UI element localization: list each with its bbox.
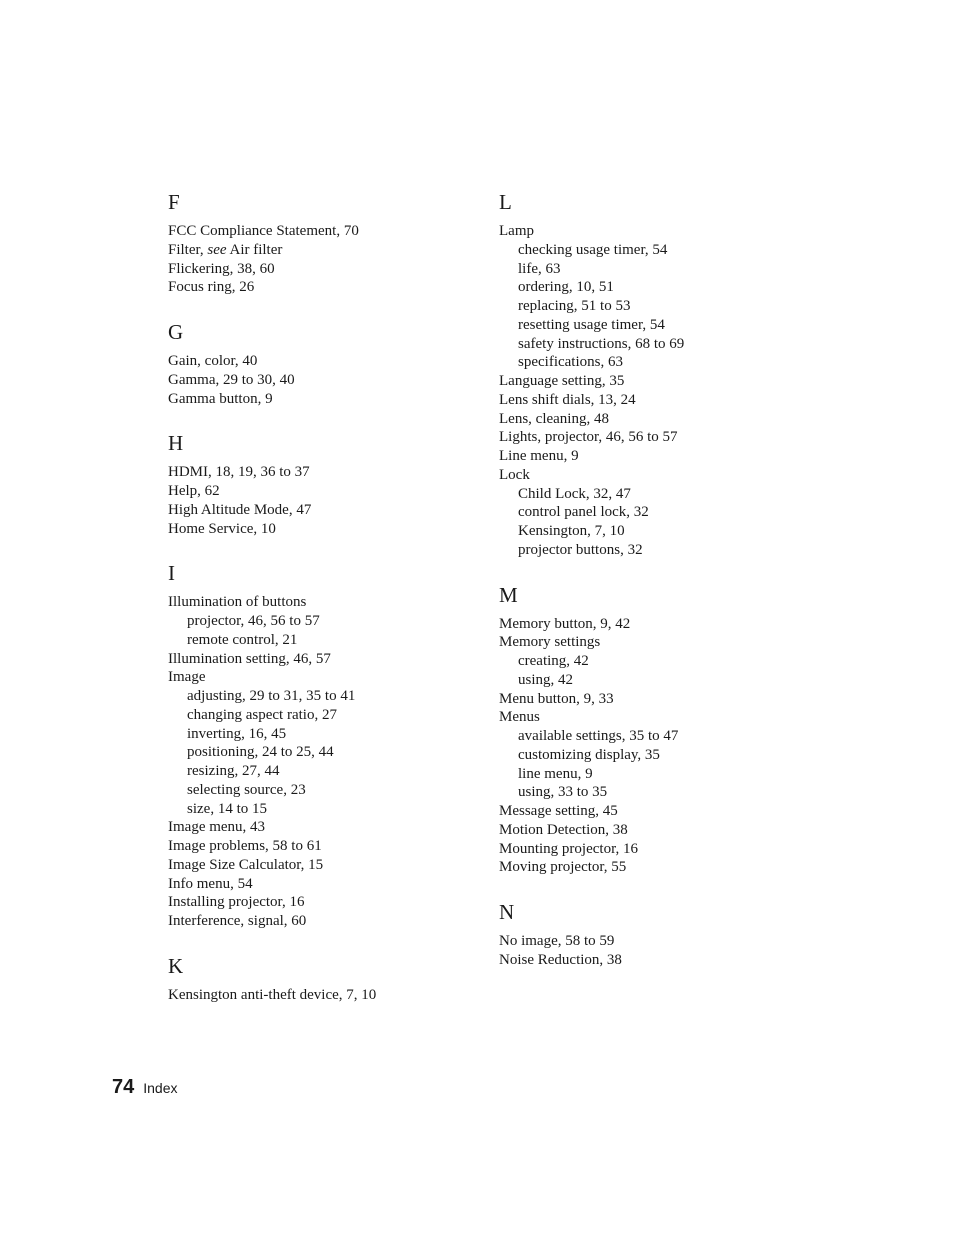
index-entry (499, 222, 799, 241)
index-section-l (499, 188, 799, 560)
entry-text: Kensington anti-theft device, 7, 10 (168, 986, 377, 1003)
entry-text: Memory button, 9, 42 (499, 615, 631, 632)
entry-text: Illumination setting, 46, 57 (168, 650, 331, 667)
entry-text: specifications, 63 (518, 354, 623, 371)
index-subentry (168, 725, 468, 744)
index-subentry (499, 783, 799, 802)
index-subentry (499, 746, 799, 765)
index-entry (499, 690, 799, 709)
index-section-k (168, 952, 468, 1005)
index-entries (499, 222, 799, 560)
entry-text: Filter, (168, 241, 208, 258)
entry-text: projector, 46, 56 to 57 (187, 613, 320, 629)
index-entries (499, 932, 799, 970)
index-subentry (499, 241, 799, 260)
index-entry (499, 802, 799, 821)
index-entry (168, 463, 468, 482)
entry-text: No image, 58 to 59 (499, 933, 615, 949)
index-subentry (499, 652, 799, 671)
index-entry (168, 352, 468, 371)
entry-text: Language setting, 35 (499, 373, 625, 389)
index-subentry (168, 781, 468, 800)
index-entry (168, 593, 468, 612)
entry-text: remote control, 21 (187, 631, 298, 648)
entry-text: resetting usage timer, 54 (518, 316, 665, 333)
index-subentry (168, 687, 468, 706)
index-entry (168, 875, 468, 894)
index-subentry (168, 612, 468, 631)
entry-text: projector buttons, 32 (518, 541, 643, 558)
entry-text: customizing display, 35 (518, 746, 660, 763)
index-entries (168, 986, 468, 1005)
entry-text: size, 14 to 15 (187, 800, 267, 817)
index-entry (499, 708, 799, 727)
entry-text: Help, 62 (168, 483, 220, 499)
index-subentry (499, 503, 799, 522)
entry-text: ordering, 10, 51 (518, 279, 614, 296)
index-entry (168, 520, 468, 539)
entry-text: control panel lock, 32 (518, 504, 649, 521)
index-subentry (499, 541, 799, 560)
footer-label: Index (143, 1080, 178, 1096)
entry-text: checking usage timer, 54 (518, 241, 668, 258)
entry-text: using, 42 (518, 671, 574, 688)
index-subentry (499, 671, 799, 690)
entry-text: replacing, 51 to 53 (518, 298, 631, 314)
index-section-n (499, 898, 799, 970)
section-letter: K (168, 953, 184, 978)
index-section-f (168, 188, 468, 297)
index-entry (168, 986, 468, 1005)
index-entry (168, 912, 468, 931)
entry-text: life, 63 (518, 260, 561, 277)
section-letter: M (499, 582, 518, 607)
index-subentry (168, 743, 468, 762)
entry-text: Lens shift dials, 13, 24 (499, 391, 636, 408)
index-entry (499, 840, 799, 859)
entry-text: Image Size Calculator, 15 (168, 856, 324, 873)
index-section-g (168, 318, 468, 408)
entry-text: Illumination of buttons (168, 594, 307, 611)
entry-text: creating, 42 (518, 653, 589, 669)
index-entry (168, 371, 468, 390)
index-entry (499, 858, 799, 877)
index-entry (168, 278, 468, 297)
index-subentry (499, 316, 799, 335)
index-entry (499, 428, 799, 447)
index-entry (168, 482, 468, 501)
index-entry (168, 260, 468, 279)
index-entry (168, 837, 468, 856)
index-subentry (499, 353, 799, 372)
section-letter: I (168, 561, 175, 586)
entry-text: Noise Reduction, 38 (499, 951, 622, 968)
entry-text: Flickering, 38, 60 (168, 260, 275, 277)
index-subentry (499, 765, 799, 784)
entry-text: adjusting, 29 to 31, 35 to 41 (187, 688, 356, 704)
index-entry (499, 391, 799, 410)
index-entry (499, 615, 799, 634)
entry-text: Lock (499, 466, 530, 483)
page-number: 74 (112, 1076, 135, 1098)
index-subentry (499, 260, 799, 279)
entry-text: Lights, projector, 46, 56 to 57 (499, 429, 678, 446)
entry-text: safety instructions, 68 to 69 (518, 335, 685, 352)
see-target: Air filter (226, 241, 283, 258)
index-entry (499, 951, 799, 970)
entry-text: Child Lock, 32, 47 (518, 485, 631, 502)
entry-text: HDMI, 18, 19, 36 to 37 (168, 464, 310, 481)
entry-text: Menus (499, 709, 540, 726)
section-letter: H (168, 431, 184, 456)
entry-text: Moving projector, 55 (499, 859, 627, 876)
index-section-m (499, 581, 799, 878)
index-subentry (168, 762, 468, 781)
entry-text: Lens, cleaning, 48 (499, 410, 609, 427)
index-subentry (499, 278, 799, 297)
index-subentry (499, 522, 799, 541)
entry-text: Lamp (499, 223, 534, 239)
index-entries (499, 615, 799, 878)
entry-text: Gamma button, 9 (168, 390, 273, 407)
section-letter: G (168, 320, 184, 344)
page-footer (112, 1076, 178, 1099)
index-column-left (168, 188, 468, 1026)
index-entry (168, 893, 468, 912)
index-entry (499, 372, 799, 391)
index-entry (168, 390, 468, 409)
section-letter: L (499, 190, 512, 214)
entry-text: changing aspect ratio, 27 (187, 706, 337, 723)
index-subentry (499, 727, 799, 746)
entry-text: selecting source, 23 (187, 781, 306, 798)
index-entry (499, 447, 799, 466)
entry-text: line menu, 9 (518, 765, 593, 782)
index-entry (168, 818, 468, 837)
index-entries (168, 593, 468, 931)
entry-text: Home Service, 10 (168, 520, 276, 537)
index-entry (168, 650, 468, 669)
entry-text: Focus ring, 26 (168, 279, 255, 296)
section-letter: N (499, 900, 515, 924)
index-entry (168, 222, 468, 241)
entry-text: Menu button, 9, 33 (499, 690, 614, 707)
entry-text: inverting, 16, 45 (187, 725, 287, 742)
entry-text: Mounting projector, 16 (499, 840, 638, 857)
entry-text: Message setting, 45 (499, 803, 618, 819)
entry-text: Memory settings (499, 634, 601, 651)
section-letter: F (168, 190, 180, 214)
index-section-h (168, 429, 468, 538)
entry-text: Motion Detection, 38 (499, 821, 628, 838)
index-entry (499, 821, 799, 840)
index-section-i (168, 559, 468, 931)
index-subentry (168, 706, 468, 725)
index-entry (499, 466, 799, 485)
index-entries (168, 352, 468, 408)
entry-text: Gamma, 29 to 30, 40 (168, 371, 295, 388)
index-entry (168, 856, 468, 875)
index-entry (168, 241, 468, 260)
entry-text: High Altitude Mode, 47 (168, 501, 312, 518)
index-entries (168, 463, 468, 538)
index-subentry (499, 485, 799, 504)
index-subentry (168, 631, 468, 650)
entry-text: Installing projector, 16 (168, 894, 305, 911)
index-subentry (499, 297, 799, 316)
entry-text: available settings, 35 to 47 (518, 728, 679, 744)
index-entry (499, 932, 799, 951)
index-subentry (499, 335, 799, 354)
entry-text: Image problems, 58 to 61 (168, 838, 322, 854)
index-subentry (168, 800, 468, 819)
entry-text: Gain, color, 40 (168, 353, 258, 369)
index-entry (499, 633, 799, 652)
entry-text: Image menu, 43 (168, 819, 266, 836)
entry-text: resizing, 27, 44 (187, 763, 280, 779)
entry-text: Kensington, 7, 10 (518, 523, 625, 539)
entry-text: Info menu, 54 (168, 875, 253, 892)
entry-text: Interference, signal, 60 (168, 913, 307, 929)
entry-text: Image (168, 669, 206, 686)
see-reference: see (207, 241, 227, 258)
index-entry (499, 410, 799, 429)
entry-text: FCC Compliance Statement, 70 (168, 223, 359, 239)
index-column-right (499, 188, 799, 991)
index-entry (168, 668, 468, 687)
entry-text: using, 33 to 35 (518, 784, 608, 801)
index-entry (168, 501, 468, 520)
entry-text: positioning, 24 to 25, 44 (187, 744, 334, 761)
entry-text: Line menu, 9 (499, 448, 579, 464)
index-entries (168, 222, 468, 297)
